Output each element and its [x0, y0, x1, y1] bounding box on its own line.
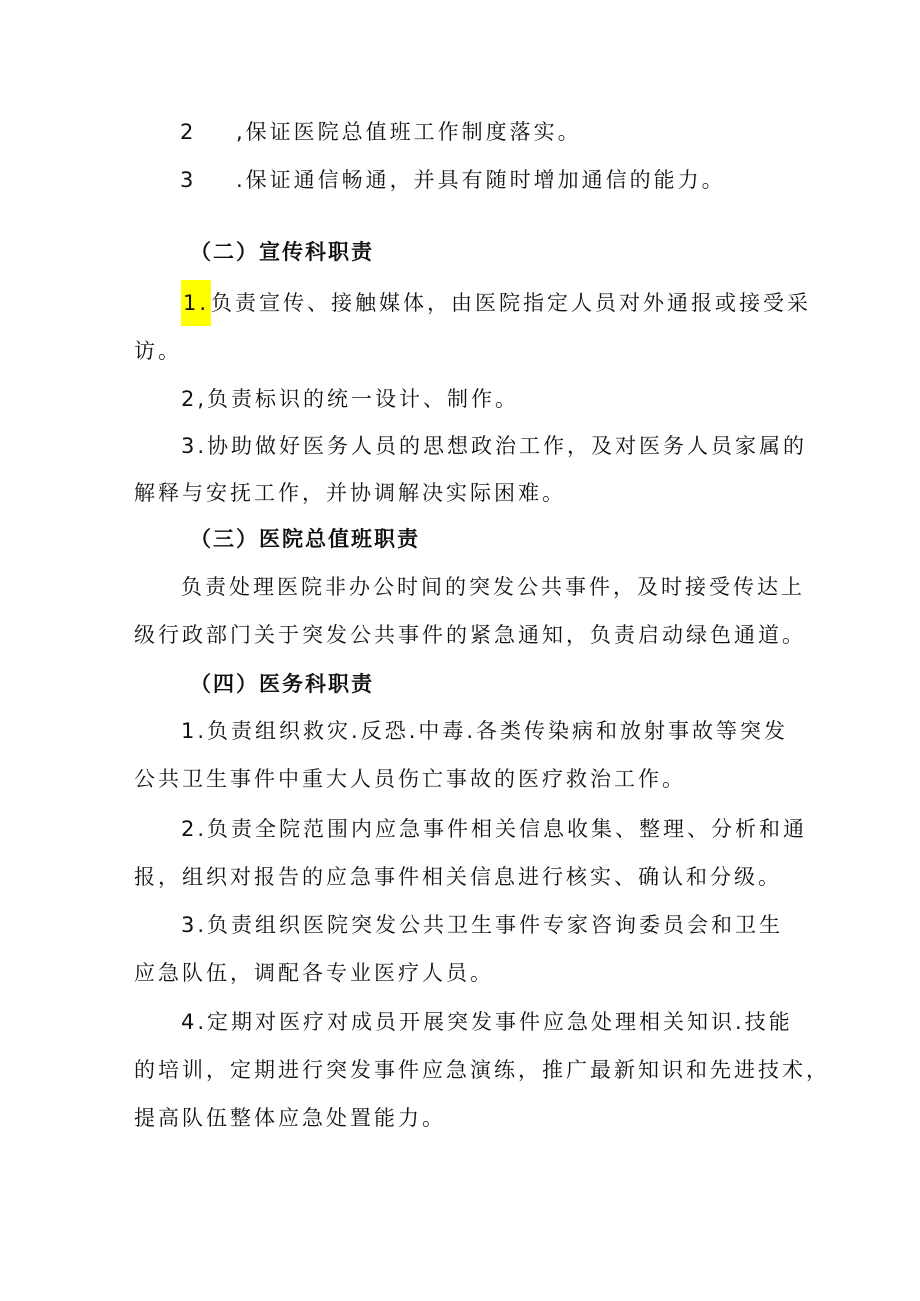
- item-continuation: 报，组织对报告的应急事件相关信息进行核实、确认和分级。: [134, 865, 782, 889]
- list-item-2: [180, 117, 582, 147]
- highlighted-number: 1.: [181, 280, 211, 326]
- item-text: 负责宣传、接触媒体，由医院指定人员对外通报或接受采: [211, 291, 812, 315]
- list-item-1: 1.负责组织救灾.反恐.中毒.各类传染病和放射事故等突发: [181, 719, 789, 743]
- list-item-3: 3.负责组织医院突发公共卫生事件专家咨询委员会和卫生: [181, 913, 784, 937]
- paragraph-continuation: 级行政部门关于突发公共事件的紧急通知，负责启动绿色通道。: [134, 623, 806, 647]
- section-heading-medical: （四）医务科职责: [190, 672, 374, 696]
- item-continuation: 提高队伍整体应急处置能力。: [134, 1106, 446, 1130]
- item-continuation: 应急队伍，调配各专业医疗人员。: [134, 961, 494, 985]
- item-continuation: 访。: [134, 339, 182, 363]
- item-number: 2: [180, 120, 197, 144]
- item-number: 3: [180, 168, 197, 192]
- item-text: ,保证医院总值班工作制度落实。: [236, 120, 582, 144]
- section-heading-publicity: （二）宣传科职责: [190, 240, 374, 264]
- item-continuation: 公共卫生事件中重大人员伤亡事故的医疗救治工作。: [134, 767, 686, 791]
- list-item-1: [181, 288, 811, 326]
- paragraph: 负责处理医院非办公时间的突发公共事件，及时接受传达上: [181, 575, 805, 599]
- item-text: .保证通信畅通，并具有随时增加通信的能力。: [236, 168, 726, 192]
- item-continuation: 的培训，定期进行突发事件应急演练，推广最新知识和先进技术，: [134, 1058, 830, 1082]
- list-item-4: 4.定期对医疗对成员开展突发事件应急处理相关知识.技能: [181, 1010, 793, 1034]
- list-item-3: [180, 165, 726, 195]
- list-item-2: 2.负责全院范围内应急事件相关信息收集、整理、分析和通: [181, 817, 808, 841]
- section-heading-duty: （三）医院总值班职责: [190, 527, 420, 551]
- list-item-2: 2,负责标识的统一设计、制作。: [181, 387, 520, 411]
- list-item-3: 3.协助做好医务人员的思想政治工作，及对医务人员家属的: [181, 434, 808, 458]
- item-continuation: 解释与安抚工作，并协调解决实际困难。: [134, 481, 566, 505]
